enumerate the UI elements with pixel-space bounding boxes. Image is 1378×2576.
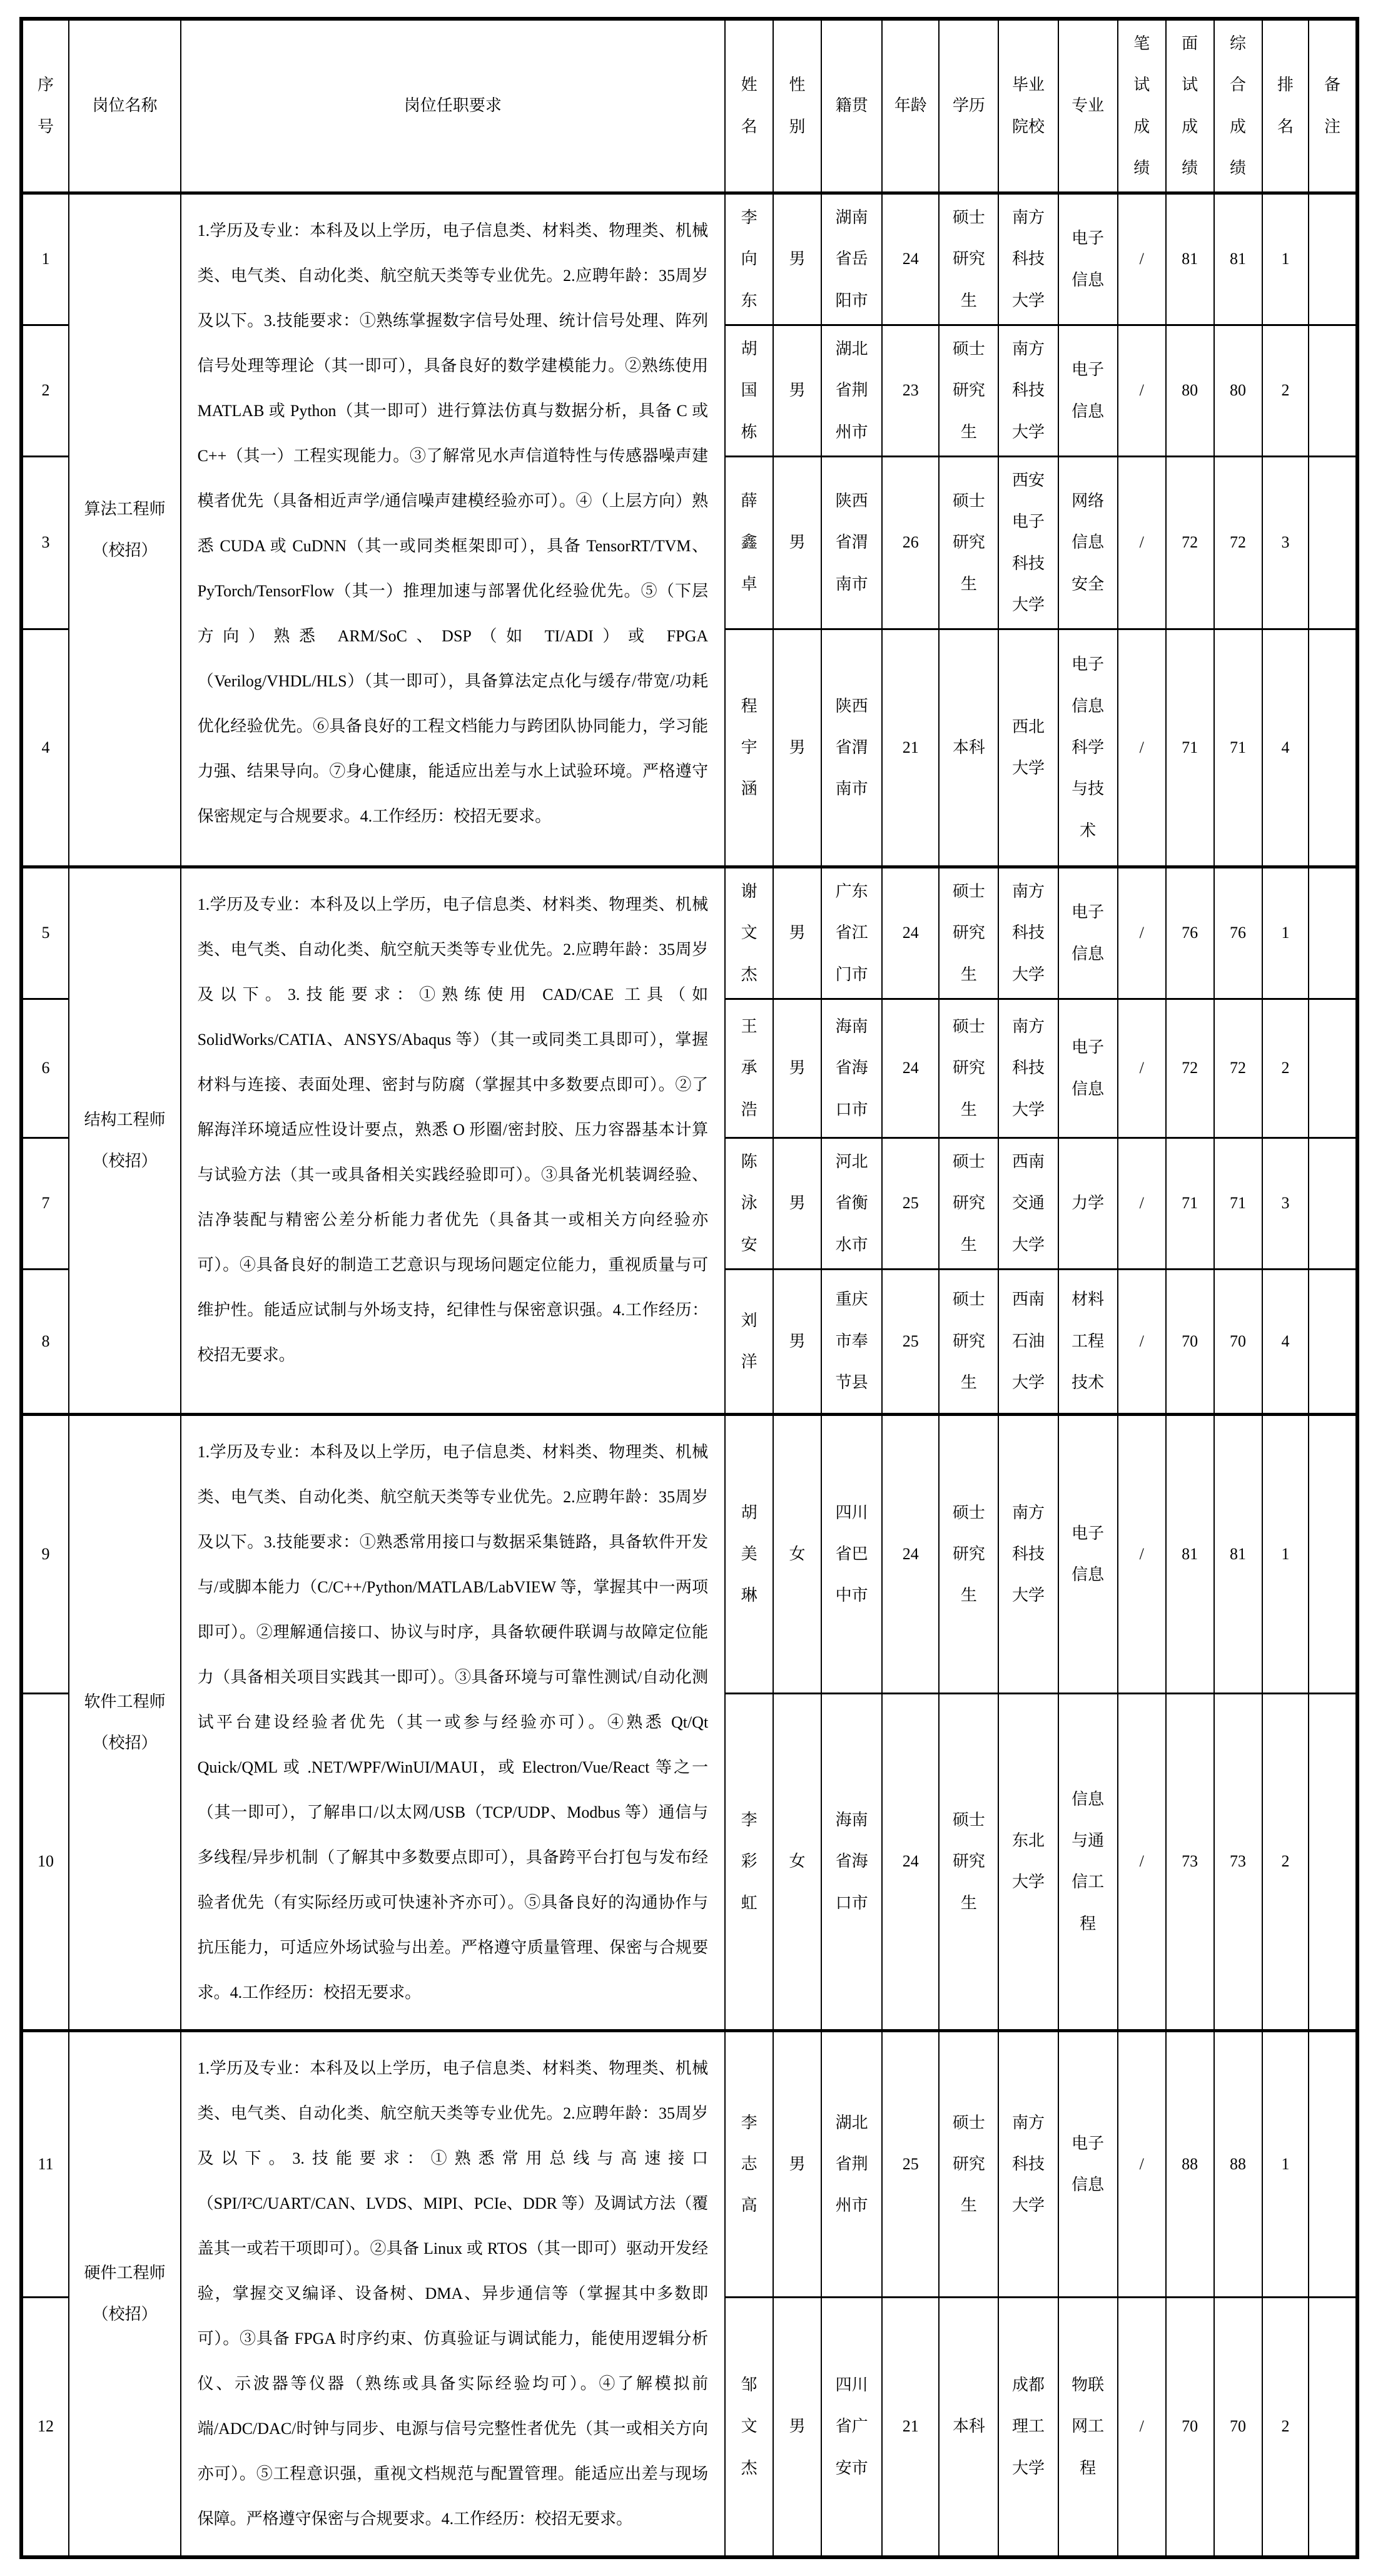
cell-hometown: 湖北省荆州市 [821,325,882,457]
col-header-age: 年龄 [882,19,939,193]
cell-gender: 男 [773,867,821,999]
cell-name: 邹文杰 [725,2298,773,2557]
cell-major: 材料工程技术 [1058,1269,1118,1414]
cell-name: 胡美琳 [725,1414,773,1693]
cell-education: 本科 [939,2298,998,2557]
cell-overall-score: 81 [1214,1414,1262,1693]
col-header-remark: 备注 [1309,19,1357,193]
cell-written-score: / [1118,2298,1166,2557]
cell-overall-score: 73 [1214,1693,1262,2030]
cell-rank: 1 [1262,193,1309,325]
cell-row-number: 2 [21,325,69,457]
cell-school: 东北大学 [998,1693,1058,2030]
cell-gender: 男 [773,193,821,325]
cell-interview-score: 72 [1166,999,1214,1138]
cell-age: 24 [882,193,939,325]
cell-written-score: / [1118,1414,1166,1693]
cell-position-requirements: 1.学历及专业：本科及以上学历，电子信息类、材料类、物理类、机械类、电气类、自动化类、航空航天类等专业优先。2.应聘年龄：35周岁及以下。3.技能要求：①熟悉常用总线与高速接口（SPI/I²C/UART/CAN、LVDS、MIPI、PCIe、DDR 等）及调试方法（覆盖其一或若干项即可）。②具备 Linux 或 RTOS（其一即可）驱动开发经验，掌握交叉编译、设备树、DMA、异步通信等（掌握其中多数即可）。③具备 FPGA 时序约束、仿真验证与调试能力，能使用逻辑分析仪、示波器等仪器（熟练或具备实际经验均可）。④了解模拟前端/ADC/DAC/时钟与同步、电源与信号完整性者优先（其一或相关方向亦可）。⑤工程意识强，重视文档规范与配置管理。能适应出差与现场保障。严格遵守保密与合规要求。4.工作经历：校招无要求。 [181,2030,726,2557]
cell-education: 硕士研究生 [939,1269,998,1414]
cell-remark [1309,1414,1357,1693]
cell-major: 力学 [1058,1138,1118,1270]
cell-written-score: / [1118,867,1166,999]
cell-rank: 2 [1262,999,1309,1138]
cell-major: 物联网工程 [1058,2298,1118,2557]
cell-interview-score: 81 [1166,1414,1214,1693]
cell-school: 南方科技大学 [998,867,1058,999]
cell-hometown: 陕西省渭南市 [821,629,882,867]
cell-hometown: 陕西省渭南市 [821,456,882,629]
cell-major: 信息与通信工程 [1058,1693,1118,2030]
col-header-overall-score: 综合成绩 [1214,19,1262,193]
cell-rank: 3 [1262,1138,1309,1270]
cell-name: 谢文杰 [725,867,773,999]
cell-age: 23 [882,325,939,457]
cell-overall-score: 70 [1214,1269,1262,1414]
cell-remark [1309,629,1357,867]
cell-interview-score: 70 [1166,1269,1214,1414]
cell-row-number: 9 [21,1414,69,1693]
cell-school: 南方科技大学 [998,2030,1058,2297]
cell-hometown: 海南省海口市 [821,1693,882,2030]
cell-rank: 1 [1262,2030,1309,2297]
cell-overall-score: 81 [1214,193,1262,325]
cell-education: 硕士研究生 [939,1693,998,2030]
cell-school: 西安电子科技大学 [998,456,1058,629]
table-row [21,867,1357,999]
col-header-interview-score: 面试成绩 [1166,19,1214,193]
cell-remark [1309,325,1357,457]
cell-age: 26 [882,456,939,629]
cell-remark [1309,1269,1357,1414]
cell-row-number: 5 [21,867,69,999]
cell-position-name: 硬件工程师（校招） [69,2030,180,2557]
cell-gender: 男 [773,629,821,867]
cell-education: 本科 [939,629,998,867]
table-header [21,19,1357,193]
cell-education: 硕士研究生 [939,193,998,325]
cell-remark [1309,999,1357,1138]
cell-row-number: 6 [21,999,69,1138]
cell-school: 西南石油大学 [998,1269,1058,1414]
cell-interview-score: 76 [1166,867,1214,999]
cell-row-number: 7 [21,1138,69,1270]
cell-rank: 2 [1262,1693,1309,2030]
cell-name: 程宇涵 [725,629,773,867]
cell-age: 25 [882,1269,939,1414]
cell-remark [1309,456,1357,629]
cell-remark [1309,1693,1357,2030]
cell-hometown: 河北省衡水市 [821,1138,882,1270]
col-header-written-score: 笔试成绩 [1118,19,1166,193]
cell-age: 24 [882,1693,939,2030]
col-header-requirements: 岗位任职要求 [181,19,726,193]
cell-row-number: 12 [21,2298,69,2557]
cell-age: 24 [882,1414,939,1693]
col-header-no: 序号 [21,19,69,193]
cell-rank: 2 [1262,2298,1309,2557]
cell-name: 胡国栋 [725,325,773,457]
cell-interview-score: 73 [1166,1693,1214,2030]
cell-gender: 男 [773,999,821,1138]
cell-hometown: 四川省巴中市 [821,1414,882,1693]
cell-row-number: 3 [21,456,69,629]
cell-age: 25 [882,1138,939,1270]
cell-rank: 2 [1262,325,1309,457]
cell-education: 硕士研究生 [939,867,998,999]
cell-interview-score: 81 [1166,193,1214,325]
cell-interview-score: 80 [1166,325,1214,457]
cell-written-score: / [1118,1693,1166,2030]
cell-position-name: 算法工程师（校招） [69,193,180,867]
cell-age: 24 [882,867,939,999]
cell-row-number: 11 [21,2030,69,2297]
cell-major: 电子信息 [1058,1414,1118,1693]
cell-interview-score: 71 [1166,1138,1214,1270]
cell-row-number: 10 [21,1693,69,2030]
cell-written-score: / [1118,1138,1166,1270]
cell-major: 电子信息 [1058,325,1118,457]
cell-written-score: / [1118,193,1166,325]
cell-school: 南方科技大学 [998,999,1058,1138]
cell-education: 硕士研究生 [939,1414,998,1693]
cell-name: 李向东 [725,193,773,325]
col-header-rank: 排名 [1262,19,1309,193]
cell-major: 电子信息科学与技术 [1058,629,1118,867]
cell-education: 硕士研究生 [939,2030,998,2297]
cell-rank: 1 [1262,1414,1309,1693]
cell-age: 21 [882,629,939,867]
cell-overall-score: 71 [1214,1138,1262,1270]
cell-hometown: 四川省广安市 [821,2298,882,2557]
cell-gender: 男 [773,1269,821,1414]
cell-major: 电子信息 [1058,2030,1118,2297]
cell-education: 硕士研究生 [939,999,998,1138]
recruitment-results-table [19,17,1359,2559]
cell-gender: 男 [773,456,821,629]
cell-gender: 男 [773,325,821,457]
cell-overall-score: 88 [1214,2030,1262,2297]
cell-name: 王承浩 [725,999,773,1138]
cell-position-name: 软件工程师（校招） [69,1414,180,2030]
cell-overall-score: 72 [1214,456,1262,629]
cell-interview-score: 71 [1166,629,1214,867]
col-header-gender: 性别 [773,19,821,193]
cell-age: 24 [882,999,939,1138]
cell-education: 硕士研究生 [939,325,998,457]
cell-written-score: / [1118,999,1166,1138]
cell-hometown: 广东省江门市 [821,867,882,999]
cell-row-number: 4 [21,629,69,867]
table-row [21,193,1357,325]
cell-name: 刘洋 [725,1269,773,1414]
cell-education: 硕士研究生 [939,456,998,629]
col-header-major: 专业 [1058,19,1118,193]
header-row [21,19,1357,193]
cell-name: 李志高 [725,2030,773,2297]
cell-major: 网络信息安全 [1058,456,1118,629]
cell-written-score: / [1118,456,1166,629]
cell-written-score: / [1118,2030,1166,2297]
cell-gender: 女 [773,1414,821,1693]
cell-overall-score: 80 [1214,325,1262,457]
cell-school: 西南交通大学 [998,1138,1058,1270]
cell-written-score: / [1118,629,1166,867]
cell-written-score: / [1118,1269,1166,1414]
cell-remark [1309,2298,1357,2557]
col-header-education: 学历 [939,19,998,193]
cell-hometown: 海南省海口市 [821,999,882,1138]
cell-remark [1309,193,1357,325]
cell-gender: 男 [773,2030,821,2297]
cell-school: 成都理工大学 [998,2298,1058,2557]
table-body [21,193,1357,2557]
cell-major: 电子信息 [1058,867,1118,999]
cell-education: 硕士研究生 [939,1138,998,1270]
table-row [21,2030,1357,2297]
cell-rank: 4 [1262,1269,1309,1414]
col-header-name: 姓名 [725,19,773,193]
cell-major: 电子信息 [1058,999,1118,1138]
cell-position-requirements: 1.学历及专业：本科及以上学历，电子信息类、材料类、物理类、机械类、电气类、自动化类、航空航天类等专业优先。2.应聘年龄：35周岁及以下。3.技能要求：①熟练掌握数字信号处理、统计信号处理、阵列信号处理等理论（其一即可），具备良好的数学建模能力。②熟练使用 MATLAB 或 Python（其一即可）进行算法仿真与数据分析，具备 C 或 C++（其一）工程实现能力。③了解常见水声信道特性与传感器噪声建模者优先（具备相近声学/通信噪声建模经验亦可）。④（上层方向）熟悉 CUDA 或 CuDNN（其一或同类框架即可），具备 TensorRT/TVM、PyTorch/TensorFlow（其一）推理加速与部署优化经验优先。⑤（下层方向）熟悉 ARM/SoC、DSP（如 TI/ADI）或 FPGA（Verilog/VHDL/HLS）（其一即可），具备算法定点化与缓存/带宽/功耗优化经验优先。⑥具备良好的工程文档能力与跨团队协同能力，学习能力强、结果导向。⑦身心健康，能适应出差与水上试验环境。严格遵守保密规定与合规要求。4.工作经历：校招无要求。 [181,193,726,867]
cell-gender: 女 [773,1693,821,2030]
cell-gender: 男 [773,1138,821,1270]
cell-age: 21 [882,2298,939,2557]
cell-row-number: 8 [21,1269,69,1414]
cell-major: 电子信息 [1058,193,1118,325]
cell-overall-score: 72 [1214,999,1262,1138]
cell-gender: 男 [773,2298,821,2557]
cell-interview-score: 88 [1166,2030,1214,2297]
cell-remark [1309,2030,1357,2297]
col-header-position: 岗位名称 [69,19,180,193]
cell-interview-score: 70 [1166,2298,1214,2557]
cell-rank: 4 [1262,629,1309,867]
cell-hometown: 重庆市奉节县 [821,1269,882,1414]
cell-name: 陈泳安 [725,1138,773,1270]
cell-row-number: 1 [21,193,69,325]
cell-overall-score: 76 [1214,867,1262,999]
cell-school: 西北大学 [998,629,1058,867]
cell-school: 南方科技大学 [998,325,1058,457]
cell-name: 李彩虹 [725,1693,773,2030]
cell-name: 薛鑫卓 [725,456,773,629]
cell-school: 南方科技大学 [998,193,1058,325]
cell-overall-score: 70 [1214,2298,1262,2557]
cell-age: 25 [882,2030,939,2297]
cell-hometown: 湖南省岳阳市 [821,193,882,325]
cell-school: 南方科技大学 [998,1414,1058,1693]
cell-position-requirements: 1.学历及专业：本科及以上学历，电子信息类、材料类、物理类、机械类、电气类、自动化类、航空航天类等专业优先。2.应聘年龄：35周岁及以下。3.技能要求：①熟悉常用接口与数据采集链路，具备软件开发与/或脚本能力（C/C++/Python/MATLAB/LabVIEW 等，掌握其中一两项即可）。②理解通信接口、协议与时序，具备软硬件联调与故障定位能力（具备相关项目实践其一即可）。③具备环境与可靠性测试/自动化测试平台建设经验者优先（其一或参与经验亦可）。④熟悉 Qt/Qt Quick/QML 或 .NET/WPF/WinUI/MAUI，或 Electron/Vue/React 等之一（其一即可），了解串口/以太网/USB（TCP/UDP、Modbus 等）通信与多线程/异步机制（了解其中多数要点即可），具备跨平台打包与发布经验者优先（有实际经历或可快速补齐亦可）。⑤具备良好的沟通协作与抗压能力，可适应外场试验与出差。严格遵守质量管理、保密与合规要求。4.工作经历：校招无要求。 [181,1414,726,2030]
cell-position-name: 结构工程师（校招） [69,867,180,1415]
cell-interview-score: 72 [1166,456,1214,629]
cell-rank: 3 [1262,456,1309,629]
cell-hometown: 湖北省荆州市 [821,2030,882,2297]
col-header-hometown: 籍贯 [821,19,882,193]
cell-position-requirements: 1.学历及专业：本科及以上学历，电子信息类、材料类、物理类、机械类、电气类、自动化类、航空航天类等专业优先。2.应聘年龄：35周岁及以下。3.技能要求：①熟练使用 CAD/CAE 工具（如 SolidWorks/CATIA、ANSYS/Abaqus 等）（其一或同类工具即可），掌握材料与连接、表面处理、密封与防腐（掌握其中多数要点即可）。②了解海洋环境适应性设计要点，熟悉 O 形圈/密封胶、压力容器基本计算与试验方法（其一或具备相关实践经验即可）。③具备光机装调经验、洁净装配与精密公差分析能力者优先（具备其一或相关方向经验亦可）。④具备良好的制造工艺意识与现场问题定位能力，重视质量与可维护性。能适应试制与外场支持，纪律性与保密意识强。4.工作经历：校招无要求。 [181,867,726,1415]
cell-written-score: / [1118,325,1166,457]
cell-remark [1309,1138,1357,1270]
cell-rank: 1 [1262,867,1309,999]
table-row [21,1414,1357,1693]
col-header-school: 毕业院校 [998,19,1058,193]
cell-remark [1309,867,1357,999]
cell-overall-score: 71 [1214,629,1262,867]
